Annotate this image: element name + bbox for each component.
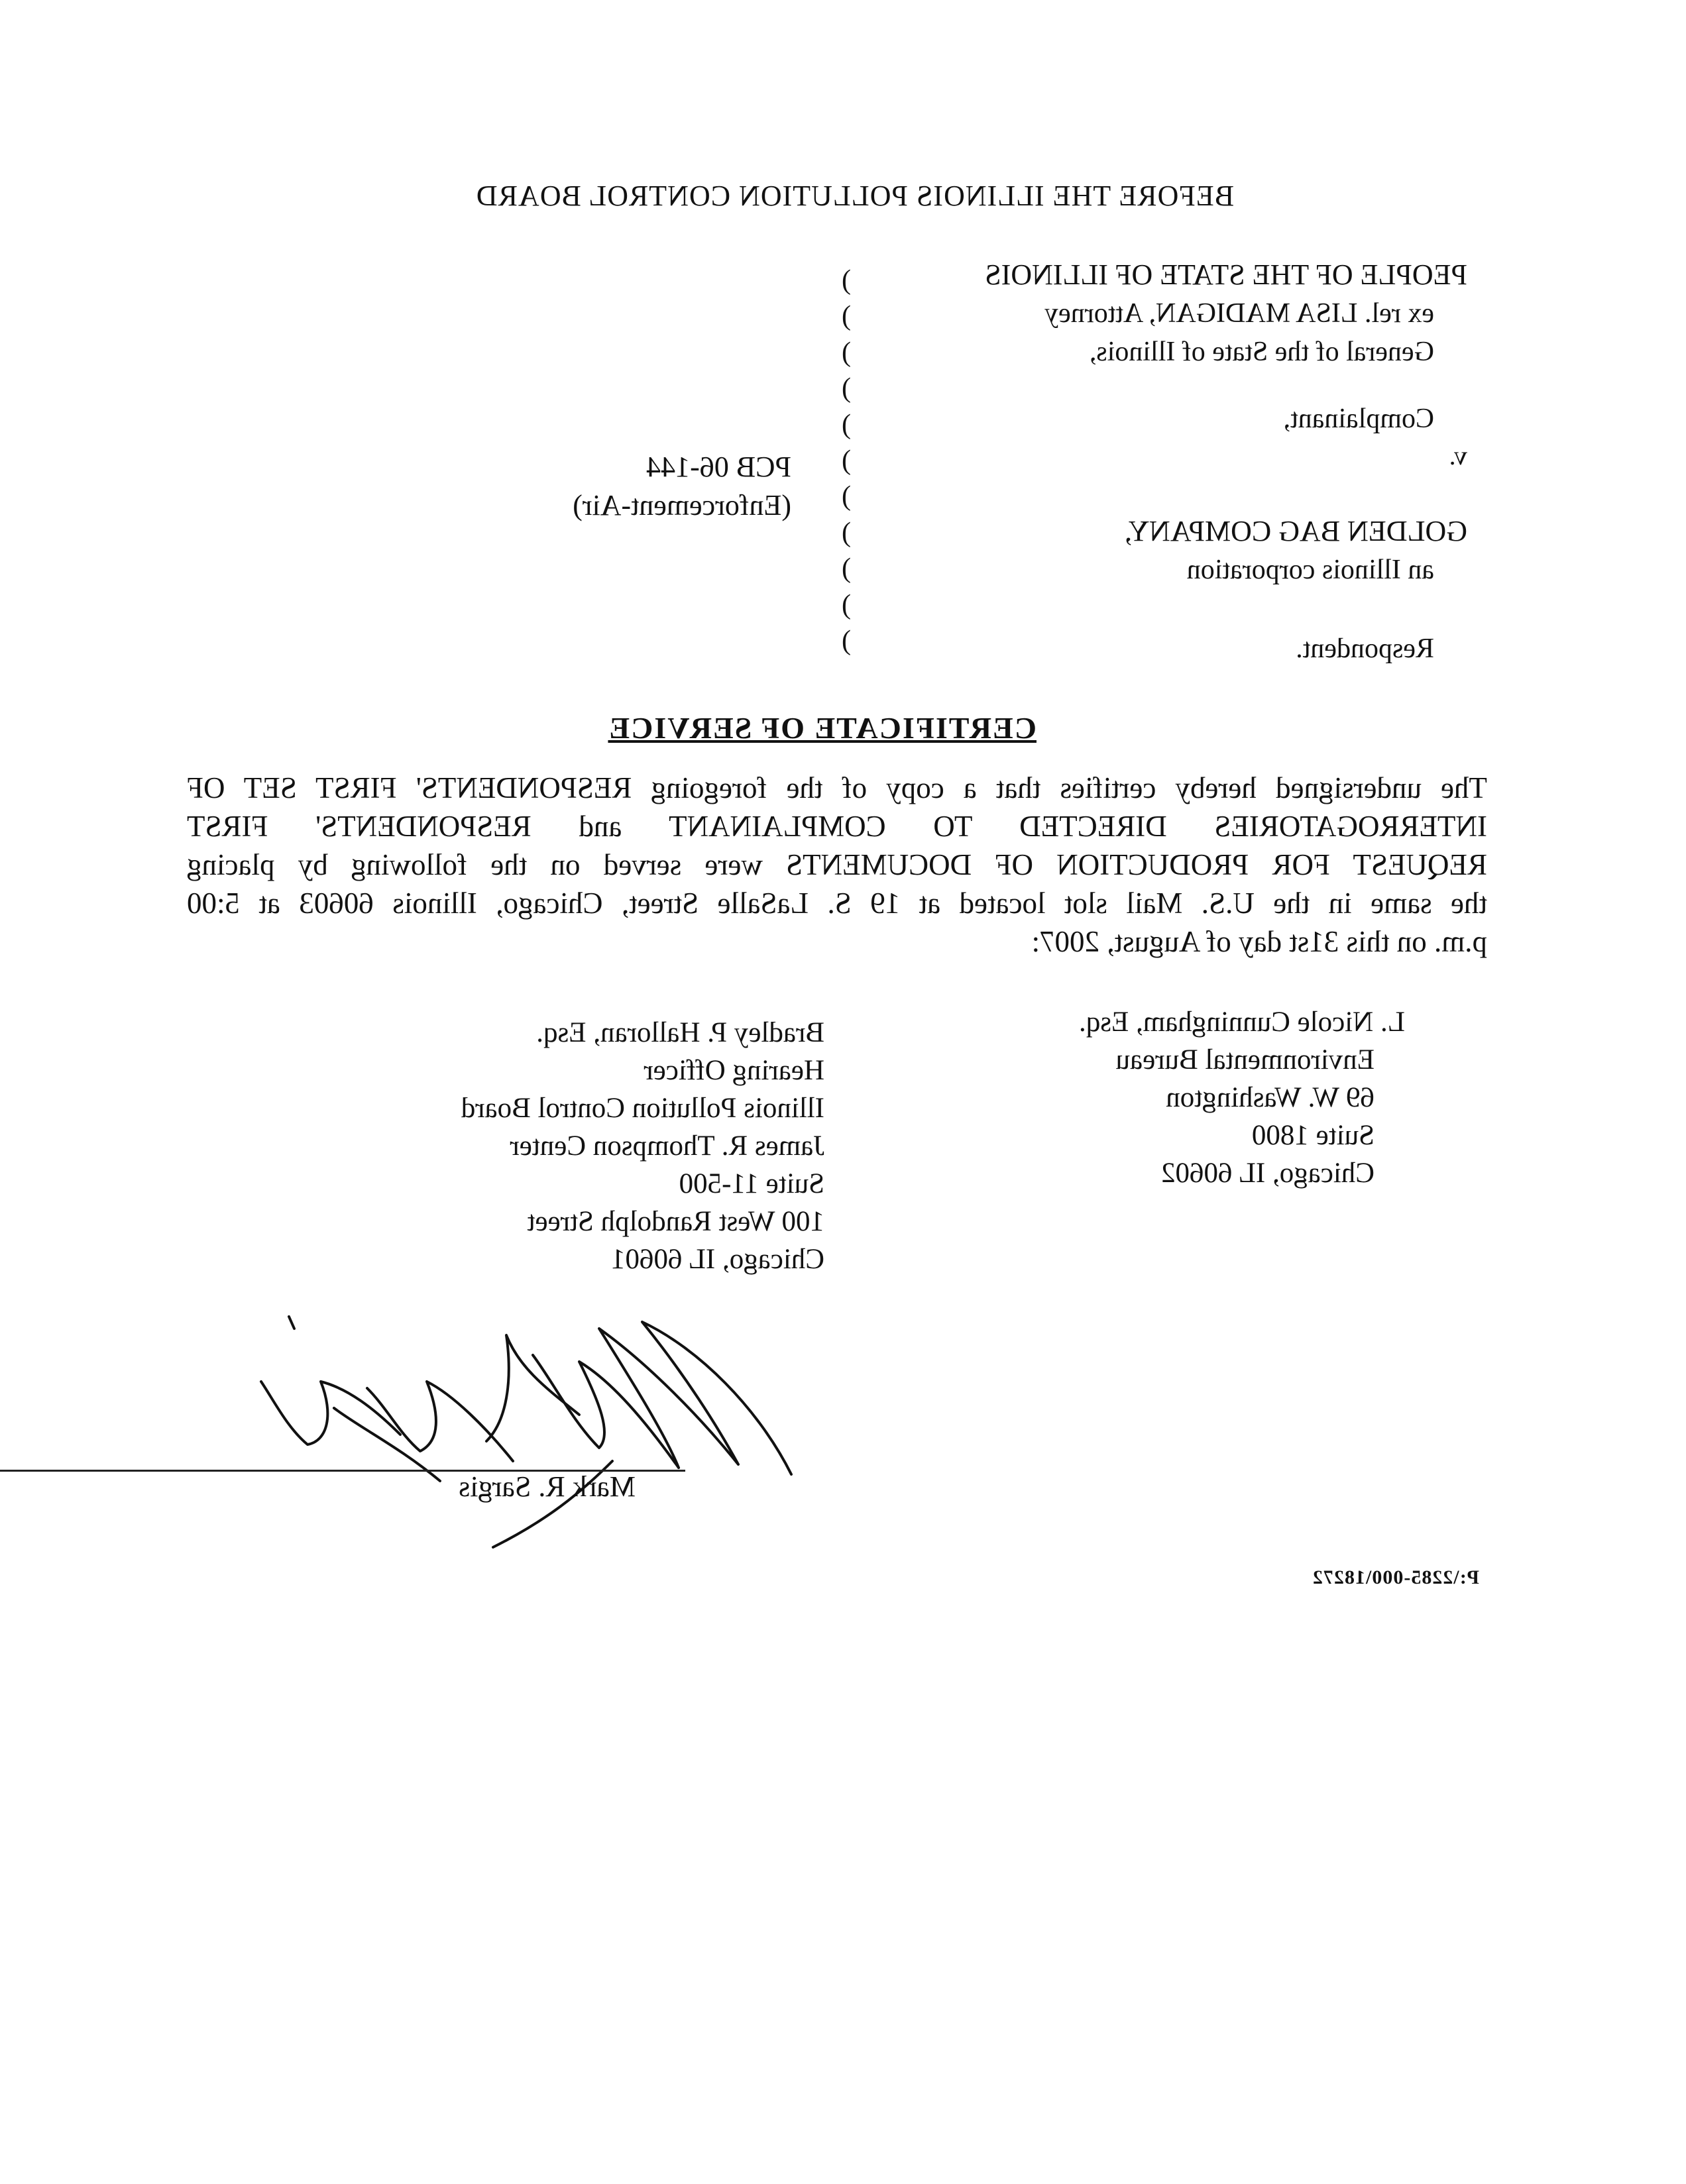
address-line: Chicago, IL 60601 [610, 1244, 824, 1275]
complainant-label: Complainant, [1283, 404, 1434, 434]
address-line: Suite 11-500 [679, 1168, 824, 1199]
caption-paren: ) [842, 625, 851, 656]
address-line: 100 West Randolph Street [527, 1206, 824, 1237]
recipient-address-1 [1079, 1003, 1405, 1192]
address-line: Bradley P. Halloran, Esq. [536, 1017, 824, 1048]
certificate-body-line: the same in the U.S. Mail slot located at 19 S. LaSalle Street, Chicago, Illinois 60603 at 5:00 [187, 887, 1487, 920]
defendant-line-2: an Illinois corporation [1186, 555, 1434, 585]
caption-paren: ) [842, 553, 851, 584]
signer-name: Mark R. Sargis [459, 1470, 636, 1503]
address-line: Chicago, IL 60602 [1160, 1158, 1375, 1189]
certificate-body-line: The undersigned hereby certifies that a copy of the foregoing RESPONDENTS' FIRST SET OF [187, 771, 1487, 804]
certificate-body-line: REQUEST FOR PRODUCTION OF DOCUMENTS were served on the following by placing [187, 848, 1487, 881]
plaintiff-line-3: General of the State of Illinois, [1089, 337, 1434, 367]
address-line: 69 W. Washington [1166, 1082, 1375, 1113]
caption-paren: ) [842, 517, 851, 548]
caption-paren: ) [842, 445, 851, 476]
versus-label: v. [1449, 441, 1467, 470]
recipient-address-2 [461, 1014, 824, 1278]
defendant-block [1125, 512, 1467, 589]
case-number: PCB 06-144 [646, 451, 791, 483]
caption-paren: ) [842, 589, 851, 620]
address-line: James R. Thompson Center [510, 1130, 824, 1162]
caption-paren: ) [842, 265, 851, 296]
caption-paren-column [831, 262, 851, 659]
certificate-body-line: INTERROGATORIES DIRECTED TO COMPLAINANT and RESPONDENTS' FIRST [187, 810, 1487, 843]
certificate-body [187, 769, 1487, 961]
file-reference: P:\2285-000\18272 [1312, 1566, 1479, 1588]
certificate-heading: CERTIFICATE OF SERVICE [608, 711, 1037, 745]
address-line: Suite 1800 [1251, 1120, 1375, 1151]
address-line: Environmental Bureau [1115, 1044, 1375, 1075]
case-type: (Enforcement-Air) [573, 489, 791, 521]
caption-paren: ) [842, 337, 851, 368]
address-line: Illinois Pollution Control Board [461, 1093, 824, 1124]
certificate-body-line: p.m. on this 31st day of August, 2007: [1031, 925, 1487, 958]
plaintiff-name: PEOPLE OF THE STATE OF ILLINOIS [985, 258, 1467, 291]
address-line: L. Nicole Cunningham, Esq. [1078, 1007, 1405, 1038]
defendant-name: GOLDEN BAG COMPANY, [1124, 515, 1467, 547]
board-title: BEFORE THE ILLINOIS POLLUTION CONTROL BOARD [475, 180, 1235, 212]
plaintiff-line-2: ex rel. LISA MADIGAN, Attorney [1044, 298, 1434, 329]
address-line: Hearing Officer [644, 1055, 824, 1086]
respondent-label: Respondent. [1296, 633, 1434, 664]
plaintiff-block [985, 256, 1467, 371]
caption-paren: ) [842, 481, 851, 512]
handwritten-signature [254, 1309, 798, 1554]
caption-paren: ) [842, 409, 851, 440]
caption-paren: ) [842, 373, 851, 404]
case-block [573, 448, 791, 525]
caption-paren: ) [842, 301, 851, 332]
